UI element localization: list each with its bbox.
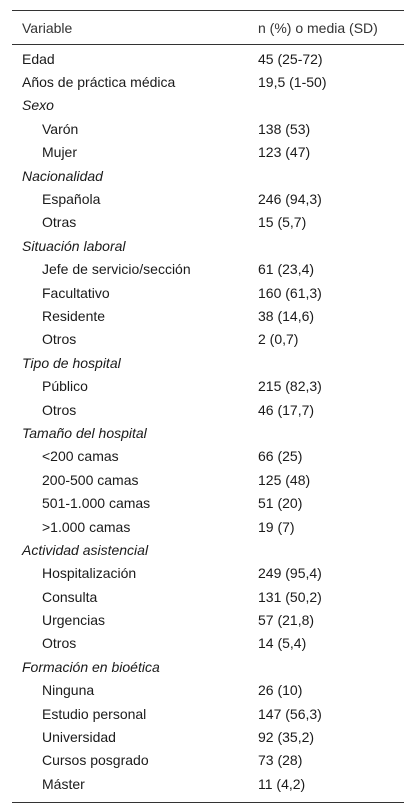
table-header (12, 11, 404, 45)
row-value: 11 (4,2) (258, 775, 306, 792)
header-value: n (%) o media (SD) (258, 19, 378, 36)
table-row (12, 374, 404, 397)
row-label: Edad (22, 50, 55, 67)
table-row (12, 211, 404, 234)
table-row (12, 258, 404, 281)
row-label: <200 camas (42, 448, 119, 465)
section-row (12, 234, 404, 257)
section-row (12, 421, 404, 444)
table-row (12, 445, 404, 468)
section-label: Tamaño del hospital (22, 424, 147, 441)
row-value: 125 (48) (258, 471, 311, 488)
row-label: Jefe de servicio/sección (42, 261, 191, 278)
row-label: Varón (42, 120, 79, 137)
row-label: Años de práctica médica (22, 74, 176, 91)
row-label: Urgencias (42, 612, 106, 629)
row-value: 51 (20) (258, 495, 303, 512)
row-label: 200-500 camas (42, 471, 139, 488)
table-row (12, 187, 404, 210)
row-value: 147 (56,3) (258, 705, 322, 722)
row-label: Otros (42, 401, 77, 418)
row-value: 14 (5,4) (258, 635, 307, 652)
row-value: 92 (35,2) (258, 729, 315, 746)
row-value: 138 (53) (258, 120, 311, 137)
row-value: 46 (17,7) (258, 401, 315, 418)
row-label: Ninguna (42, 682, 95, 699)
table-row (12, 679, 404, 702)
table-row (12, 398, 404, 421)
row-label: Cursos posgrado (42, 752, 149, 769)
row-value: 215 (82,3) (258, 378, 322, 395)
section-label: Situación laboral (22, 237, 126, 254)
table-row (12, 70, 404, 93)
row-value: 73 (28) (258, 752, 303, 769)
table-row (12, 117, 404, 140)
section-label: Tipo de hospital (22, 354, 121, 371)
table-row (12, 491, 404, 514)
table-row (12, 47, 404, 70)
table-row (12, 562, 404, 585)
row-label: Universidad (42, 729, 116, 746)
table-row (12, 515, 404, 538)
row-value: 15 (5,7) (258, 214, 307, 231)
row-label: Española (42, 191, 101, 208)
row-label: Otros (42, 331, 77, 348)
table-row (12, 632, 404, 655)
row-label: Mujer (42, 144, 78, 161)
section-row (12, 538, 404, 561)
row-value: 131 (50,2) (258, 588, 322, 605)
row-label: Consulta (42, 588, 98, 605)
row-value: 57 (21,8) (258, 612, 315, 629)
section-row (12, 351, 404, 374)
table-row (12, 304, 404, 327)
row-value: 246 (94,3) (258, 191, 322, 208)
row-label: 501-1.000 camas (42, 495, 151, 512)
section-label: Formación en bioética (22, 658, 160, 675)
table-row (12, 281, 404, 304)
header-variable: Variable (22, 19, 73, 36)
row-value: 249 (95,4) (258, 565, 322, 582)
table-row (12, 141, 404, 164)
demographics-table (12, 10, 404, 803)
row-value: 160 (61,3) (258, 284, 322, 301)
row-label: Hospitalización (42, 565, 137, 582)
row-value: 66 (25) (258, 448, 303, 465)
section-row (12, 655, 404, 678)
section-label: Actividad asistencial (22, 541, 149, 558)
row-label: Otros (42, 635, 77, 652)
row-label: Facultativo (42, 284, 110, 301)
table-row (12, 772, 404, 795)
row-label: >1.000 camas (42, 518, 131, 535)
row-value: 38 (14,6) (258, 307, 315, 324)
row-value: 19 (7) (258, 518, 295, 535)
row-label: Otras (42, 214, 77, 231)
table-row (12, 328, 404, 351)
row-value: 2 (0,7) (258, 331, 299, 348)
section-row (12, 94, 404, 117)
table-row (12, 725, 404, 748)
table-row (12, 585, 404, 608)
row-value: 45 (25-72) (258, 50, 323, 67)
row-label: Residente (42, 307, 106, 324)
table-row (12, 702, 404, 725)
row-label: Público (42, 378, 88, 395)
table-row (12, 468, 404, 491)
row-label: Máster (42, 775, 85, 792)
table-row (12, 749, 404, 772)
section-label: Sexo (22, 97, 54, 114)
table-row (12, 608, 404, 631)
row-label: Estudio personal (42, 705, 147, 722)
row-value: 123 (47) (258, 144, 311, 161)
section-row (12, 164, 404, 187)
row-value: 19,5 (1-50) (258, 74, 327, 91)
section-label: Nacionalidad (22, 167, 103, 184)
row-value: 26 (10) (258, 682, 303, 699)
table-body (12, 45, 404, 802)
row-value: 61 (23,4) (258, 261, 315, 278)
